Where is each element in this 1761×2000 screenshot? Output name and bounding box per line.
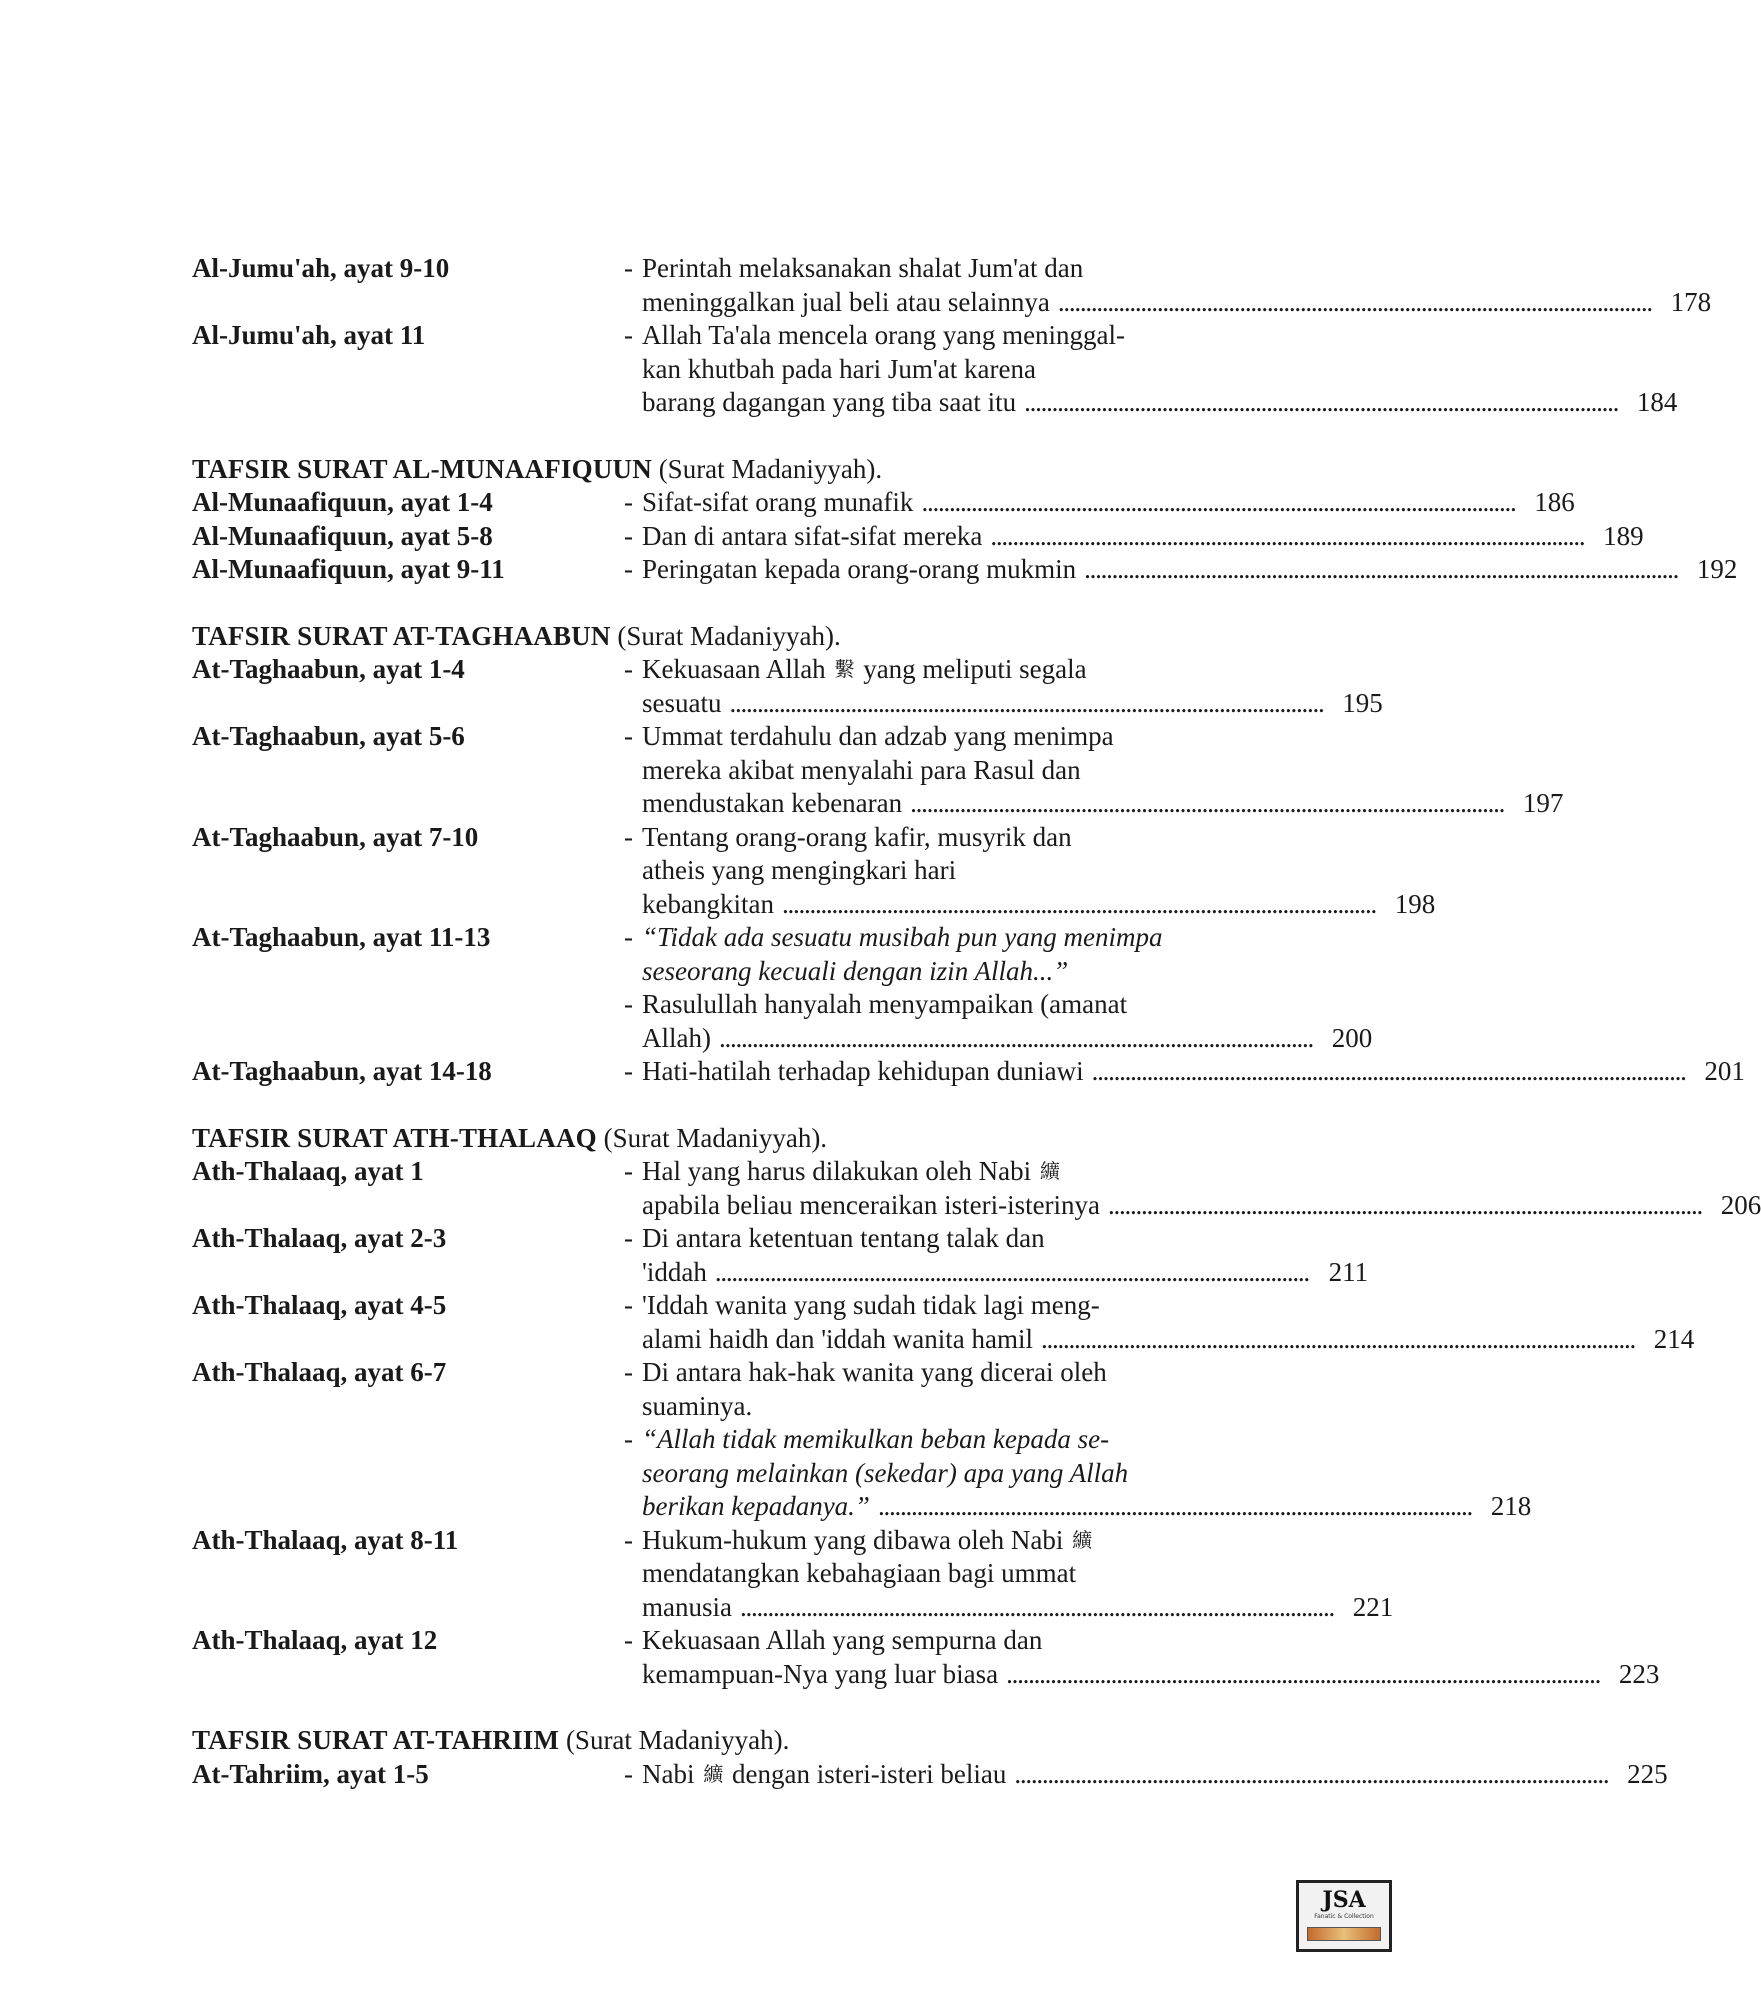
entry-label: Al-Munaafiquun, ayat 9-11 [192, 554, 505, 584]
topic-dash: - [624, 554, 633, 584]
page-number: 206 [1720, 1189, 1761, 1220]
logo-title: JSA [1322, 1887, 1366, 1913]
topic-text: suaminya. [642, 1390, 753, 1421]
toc-entry [192, 653, 1383, 720]
entry-topics [624, 1624, 1659, 1691]
topic-text: berikan kepadanya.” [642, 1491, 870, 1521]
topic-text: kebangkitan [642, 888, 774, 919]
dot-leader [1058, 286, 1649, 320]
topic-text: Rasulullah hanyalah menyampaikan (amanat [642, 989, 1128, 1019]
entry-label: Ath-Thalaaq, ayat 12 [192, 1625, 438, 1655]
toc-entry [192, 553, 1738, 587]
page-number: 211 [1328, 1256, 1369, 1287]
topic-text: meninggalkan jual beli atau selainnya [642, 286, 1050, 317]
page-number: 198 [1394, 888, 1436, 919]
logo-laptop-icon [1307, 1927, 1381, 1941]
honorific-symbol-icon: 繫 [834, 659, 855, 681]
topic-line [642, 486, 1575, 520]
topic-line [642, 1758, 1668, 1792]
topic-text: kemampuan-Nya yang luar biasa [642, 1658, 999, 1689]
entry-label: Ath-Thalaaq, ayat 8-11 [192, 1524, 459, 1555]
topic [624, 486, 1575, 520]
topic [624, 921, 1372, 988]
topic-dash: - [624, 520, 633, 551]
topic-body [642, 1289, 1694, 1356]
toc-section [192, 1724, 1668, 1791]
honorific-symbol-icon: 纊 [703, 1763, 724, 1786]
topic-dash: - [624, 1524, 633, 1555]
entry-label: Ath-Thalaaq, ayat 4-5 [192, 1290, 447, 1320]
entry-topics [624, 319, 1677, 420]
toc-section [192, 453, 1738, 587]
topic-line [642, 1055, 1745, 1089]
topic-line [642, 1256, 1368, 1290]
topic [624, 1758, 1668, 1792]
topic-line [642, 988, 1372, 1022]
topic-line [642, 386, 1677, 420]
page-number: 197 [1522, 788, 1564, 818]
topic-text: Dan di antara sifat-sifat mereka [642, 520, 983, 551]
dot-leader [782, 888, 1373, 922]
topic-body [642, 1155, 1761, 1222]
entry-topics [624, 1055, 1745, 1089]
topic-text: “Tidak ada sesuatu musibah pun yang menimpa [642, 922, 1163, 952]
entry-label: At-Taghaabun, ayat 5-6 [192, 721, 465, 751]
dot-leader [1092, 1055, 1683, 1089]
topic-line [642, 1323, 1694, 1357]
topic-line [642, 520, 1644, 554]
topic-line [642, 252, 1711, 286]
section-subtitle: (Surat Madaniyyah). [651, 453, 883, 484]
page-number: 218 [1490, 1491, 1532, 1521]
dot-leader [1108, 1189, 1699, 1223]
topic-line [642, 854, 1435, 888]
entry-topics [624, 921, 1372, 1055]
topic-line [642, 1423, 1531, 1457]
topic-text: kan khutbah pada hari Jum'at karena [642, 353, 1036, 384]
dot-leader [719, 1022, 1310, 1056]
topic-line [642, 1490, 1531, 1524]
page-number: 223 [1618, 1658, 1660, 1689]
topic-line [642, 955, 1372, 989]
topic-body [642, 720, 1563, 821]
page-number: 200 [1331, 1022, 1373, 1053]
topic [624, 1289, 1694, 1356]
topic-line [642, 1658, 1659, 1692]
entry-topics [624, 1758, 1668, 1792]
entry-label: At-Taghaabun, ayat 7-10 [192, 821, 479, 852]
topic-text: mereka akibat menyalahi para Rasul dan [642, 754, 1081, 785]
toc-entry [192, 486, 1575, 520]
topic-dash: - [624, 1357, 633, 1387]
entry-topics [624, 653, 1383, 720]
topic-text: manusia [642, 1591, 732, 1622]
toc-entry [192, 1758, 1668, 1792]
topic-text: Perintah melaksanakan shalat Jum'at dan [642, 253, 1084, 283]
entry-label: At-Taghaabun, ayat 11-13 [192, 922, 491, 952]
topic-line [642, 1457, 1531, 1491]
publisher-logo [1296, 1880, 1392, 1952]
entry-label: At-Tahriim, ayat 1-5 [192, 1758, 429, 1789]
entry-topics [624, 486, 1575, 520]
toc-entry [192, 921, 1373, 1055]
topic-body [642, 1356, 1531, 1423]
entry-label: Ath-Thalaaq, ayat 2-3 [192, 1223, 447, 1253]
topic [624, 821, 1435, 922]
topic-text: Di antara hak-hak wanita yang dicerai oleh [642, 1357, 1107, 1387]
topic-body [642, 1055, 1745, 1089]
dot-leader [921, 486, 1512, 520]
topic-line [642, 553, 1737, 587]
topic-text: seseorang kecuali dengan izin Allah...” [642, 955, 1069, 986]
topic-text: Hati-hatilah terhadap kehidupan duniawi [642, 1056, 1084, 1086]
topic-line [642, 821, 1435, 855]
topic-line [642, 754, 1563, 788]
topic-body [642, 1222, 1368, 1289]
page-number: 195 [1342, 687, 1383, 718]
dot-leader [1006, 1658, 1597, 1692]
topic-body [642, 988, 1372, 1055]
page-number: 221 [1352, 1591, 1394, 1622]
topic [624, 319, 1677, 420]
topic-dash: - [624, 1625, 633, 1655]
topic-body [642, 252, 1711, 319]
topic-body [642, 553, 1737, 587]
section-title: TAFSIR SURAT ATH-THALAAQ [192, 1122, 597, 1153]
topic-line [642, 687, 1383, 721]
section-heading [192, 1724, 1332, 1758]
page-number: 192 [1696, 554, 1738, 584]
topic-line [642, 888, 1435, 922]
dot-leader [990, 520, 1581, 554]
honorific-symbol-icon: 纊 [1039, 1161, 1060, 1183]
topic-text: Allah) [642, 1022, 711, 1053]
topic-dash: - [624, 1758, 633, 1789]
section-heading [192, 1122, 1332, 1156]
topic-text: atheis yang mengingkari hari [642, 855, 957, 885]
page-number: 225 [1627, 1758, 1668, 1789]
topic-line [642, 1289, 1694, 1323]
topic-body [642, 1423, 1531, 1524]
section-title: TAFSIR SURAT AL-MUNAAFIQUUN [192, 453, 652, 484]
page-number: 189 [1603, 520, 1644, 551]
topic-line [642, 1022, 1372, 1056]
topic [624, 1624, 1659, 1691]
entry-label: Ath-Thalaaq, ayat 1 [192, 1156, 424, 1186]
topic-line [642, 921, 1372, 955]
topic-text: Di antara ketentuan tentang talak dan [642, 1223, 1045, 1253]
dot-leader [878, 1490, 1469, 1524]
section-title: TAFSIR SURAT AT-TAHRIIM [192, 1725, 560, 1755]
toc-entry [192, 821, 1436, 922]
dot-leader [1041, 1323, 1632, 1357]
topic [624, 1423, 1531, 1524]
dot-leader [715, 1256, 1306, 1290]
topic [624, 553, 1737, 587]
toc-section [192, 620, 1745, 1089]
entry-topics [624, 1155, 1761, 1222]
dot-leader [740, 1591, 1331, 1625]
topic-dash: - [624, 721, 633, 751]
topic-line [642, 1356, 1531, 1390]
topic-text: 'Iddah wanita yang sudah tidak lagi meng- [642, 1290, 1100, 1320]
topic-dash: - [624, 320, 633, 350]
entry-label: At-Taghaabun, ayat 1-4 [192, 654, 465, 684]
toc-entry [192, 520, 1644, 554]
topic [624, 1524, 1393, 1625]
entry-topics [624, 252, 1711, 319]
topic-text: alami haidh dan 'iddah wanita hamil [642, 1323, 1033, 1354]
toc-entry [192, 1624, 1660, 1691]
topic-text: Hukum-hukum yang dibawa oleh Nabi 纊 [642, 1524, 1093, 1555]
topic-dash: - [624, 821, 633, 852]
toc-section [192, 252, 1712, 420]
topic-text: Kekuasaan Allah 繫 yang meliputi segala [642, 654, 1087, 684]
entry-label: Ath-Thalaaq, ayat 6-7 [192, 1357, 447, 1387]
topic-line [642, 1591, 1393, 1625]
topic-text: barang dagangan yang tiba saat itu [642, 387, 1017, 417]
topic-line [642, 1524, 1393, 1558]
section-subtitle: (Surat Madaniyyah). [596, 1122, 828, 1153]
toc-entry [192, 1524, 1394, 1625]
topic-text: Kekuasaan Allah yang sempurna dan [642, 1625, 1043, 1655]
section-subtitle: (Surat Madaniyyah). [610, 620, 841, 651]
entry-topics [624, 720, 1563, 821]
topic-text: 'iddah [642, 1256, 707, 1287]
toc-section [192, 1122, 1761, 1692]
topic-text: Ummat terdahulu dan adzab yang menimpa [642, 721, 1114, 751]
topic-body [642, 486, 1575, 520]
topic-body [642, 1758, 1668, 1792]
topic-text: Allah Ta'ala mencela orang yang meninggal- [642, 320, 1126, 350]
topic-line [642, 653, 1383, 687]
topic-text: Tentang orang-orang kafir, musyrik dan [642, 821, 1072, 852]
toc-entry [192, 1155, 1761, 1222]
dot-leader [1024, 386, 1615, 420]
toc-entry [192, 1289, 1695, 1356]
dot-leader [1084, 553, 1675, 587]
dot-leader [1014, 1758, 1605, 1792]
toc-entry [192, 1356, 1532, 1524]
topic-text: mendustakan kebenaran [642, 788, 903, 818]
topic [624, 520, 1644, 554]
topic-dash: - [624, 487, 633, 517]
topic-line [642, 1189, 1761, 1223]
topic-line [642, 286, 1711, 320]
entry-topics [624, 1356, 1531, 1524]
toc-entry [192, 252, 1712, 319]
topic-line [642, 1390, 1531, 1424]
topic [624, 1222, 1368, 1289]
topic-line [642, 319, 1677, 353]
page-number: 186 [1534, 487, 1575, 517]
logo-subtitle: Fanatic & Collection [1314, 1913, 1374, 1920]
section-heading [192, 453, 1332, 487]
topic-body [642, 1524, 1393, 1625]
honorific-symbol-icon: 纊 [1072, 1529, 1093, 1552]
topic-dash: - [624, 922, 633, 952]
topic [624, 1155, 1761, 1222]
topic-body [642, 821, 1435, 922]
topic-dash: - [624, 1223, 633, 1253]
topic [624, 720, 1563, 821]
topic-dash: - [624, 1156, 633, 1186]
entry-topics [624, 821, 1435, 922]
toc-entry [192, 319, 1678, 420]
topic-dash: - [624, 1290, 633, 1320]
topic-line [642, 1557, 1393, 1591]
page-number: 184 [1636, 387, 1678, 417]
topic-text: seorang melainkan (sekedar) apa yang Allah [642, 1457, 1129, 1488]
topic-body [642, 1624, 1659, 1691]
topic-line [642, 1155, 1761, 1189]
toc-entry [192, 720, 1564, 821]
topic [624, 988, 1372, 1055]
topic [624, 1055, 1745, 1089]
topic [624, 1356, 1531, 1423]
dot-leader [729, 687, 1320, 721]
topic-text: Nabi 纊 dengan isteri-isteri beliau [642, 1758, 1007, 1789]
page-number: 178 [1670, 286, 1712, 317]
topic-line [642, 353, 1677, 387]
topic-line [642, 787, 1563, 821]
topic-dash: - [624, 1056, 633, 1086]
topic-line [642, 1624, 1659, 1658]
topic-text: Peringatan kepada orang-orang mukmin [642, 554, 1077, 584]
topic-body [642, 921, 1372, 988]
topic [624, 252, 1711, 319]
section-heading [192, 620, 1332, 654]
section-subtitle: (Surat Madaniyyah). [559, 1725, 790, 1755]
entry-topics [624, 1289, 1694, 1356]
topic-dash: - [624, 989, 633, 1019]
section-title: TAFSIR SURAT AT-TAGHAABUN [192, 620, 611, 651]
entry-label: Al-Jumu'ah, ayat 11 [192, 320, 426, 350]
entry-topics [624, 520, 1644, 554]
entry-label: Al-Munaafiquun, ayat 5-8 [192, 520, 493, 551]
topic-body [642, 319, 1677, 420]
topic-text: sesuatu [642, 687, 722, 718]
entry-label: Al-Munaafiquun, ayat 1-4 [192, 487, 493, 517]
entry-topics [624, 553, 1737, 587]
entry-label: At-Taghaabun, ayat 14-18 [192, 1056, 492, 1086]
topic-line [642, 1222, 1368, 1256]
page-number: 201 [1704, 1056, 1745, 1086]
topic-line [642, 720, 1563, 754]
topic-dash: - [624, 253, 633, 283]
topic-dash: - [624, 1424, 633, 1454]
topic-dash: - [624, 654, 633, 684]
topic [624, 653, 1383, 720]
table-of-contents [192, 252, 1761, 1824]
entry-topics [624, 1222, 1368, 1289]
topic-body [642, 520, 1644, 554]
topic-text: Hal yang harus dilakukan oleh Nabi 纊 [642, 1156, 1060, 1186]
topic-text: “Allah tidak memikulkan beban kepada se- [642, 1424, 1110, 1454]
topic-text: Sifat-sifat orang munafik [642, 487, 914, 517]
topic-text: apabila beliau menceraikan isteri-isterinya [642, 1189, 1101, 1220]
dot-leader [910, 787, 1501, 821]
toc-entry [192, 1222, 1369, 1289]
topic-body [642, 653, 1383, 720]
page-number: 214 [1653, 1323, 1695, 1354]
entry-label: Al-Jumu'ah, ayat 9-10 [192, 253, 450, 283]
entry-topics [624, 1524, 1393, 1625]
toc-entry [192, 1055, 1745, 1089]
topic-text: mendatangkan kebahagiaan bagi ummat [642, 1558, 1077, 1588]
